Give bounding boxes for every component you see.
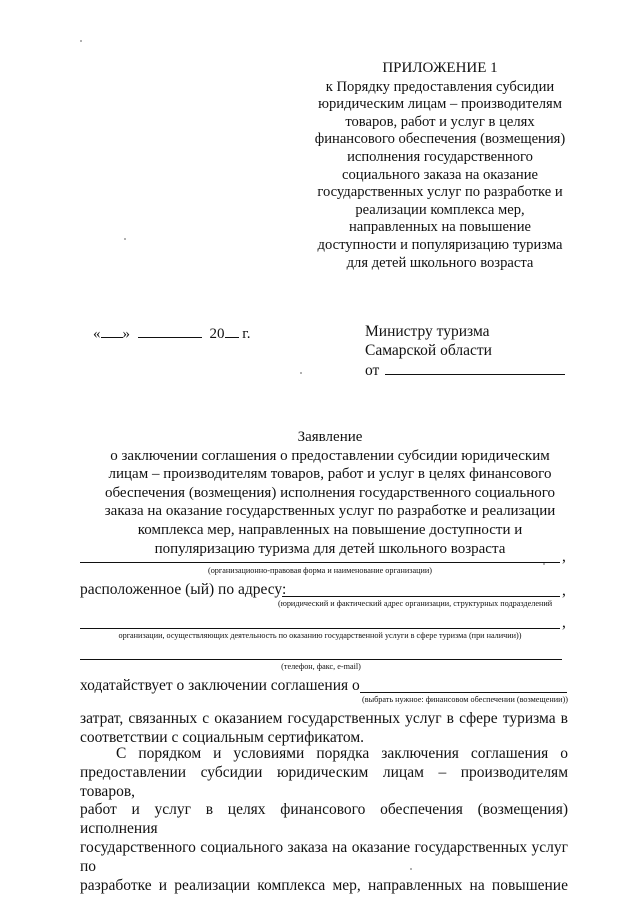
contacts-field[interactable] [80,647,562,660]
appendix-line: направленных на повышение [348,219,532,236]
org-name-field[interactable] [80,548,560,563]
statement-line: комплекса мер, направленных на повышение доступности и [137,521,523,538]
scan-speck [124,238,126,240]
org-name-caption: (организационно-правовая форма и наименование организации) [207,566,432,575]
scan-speck [543,563,545,565]
address-caption: (юридический и фактический адрес организации, структурных подразделений [278,599,553,608]
statement-line: заказа на оказание государственных услуг по разработке и реализации [104,503,556,520]
paragraph-line: разработке и реализации комплекса мер, направленных на повышение [80,876,568,894]
address-label: расположенное (ый) по адресу: [80,581,287,598]
addressee-block [365,322,565,380]
date-open-quote: « [93,326,101,342]
appendix-line: к Порядку предоставления субсидии [325,78,555,95]
appendix-line: реализации комплекса мер, [355,201,525,218]
comma: , [562,548,566,565]
scan-speck [80,40,82,42]
appendix-line: исполнения государственного [347,148,533,165]
date-line [93,323,250,343]
statement-line: популяризацию туризма для детей школьного возраста [154,540,506,557]
address-field[interactable] [282,582,560,597]
addressee-line: Министру туризма [365,323,490,340]
month-field[interactable] [138,323,202,338]
contacts-caption: (телефон, факс, e-mail) [281,662,361,671]
statement-line: обеспечения (возмещения) исполнения государственного социального [104,484,555,501]
paragraph-line: предоставлении субсидии юридическим лицам – производителям товаров, [80,763,568,800]
statement-line: лицам – производителям товаров, работ и услуг в целях финансового [108,466,552,483]
appendix-line: юридическим лицам – производителям [318,96,562,113]
appendix-block [300,60,580,272]
appendix-line: государственных услуг по разработке и [317,184,563,201]
statement-heading [85,428,575,558]
appendix-line: товаров, работ и услуг в целях [345,113,535,130]
addressee-from [365,360,565,380]
petition-caption: (выбрать нужное: финансовом обеспечении (возмещении)) [362,695,568,704]
petition-field[interactable] [360,678,567,693]
paragraph-terms [80,745,568,895]
date-close-quote: » [122,326,130,342]
subdivision-field[interactable] [80,614,560,629]
paragraph-line: С порядком и условиями порядка заключения соглашения о [116,745,568,762]
appendix-line: для детей школьного возраста [346,254,534,271]
statement-line: о заключении соглашения о предоставлении субсидии юридическим [110,447,550,464]
appendix-title: ПРИЛОЖЕНИЕ 1 [382,60,498,76]
statement-title: Заявление [297,429,363,445]
from-field[interactable] [385,360,565,375]
year-prefix: 20 [209,326,225,342]
subdivision-caption: организации, осуществляющих деятельность по оказанию государственной услуги в сфере туризма (при наличии)) [118,631,522,640]
petition-label: ходатайствует о заключении соглашения о [80,677,360,694]
year-suffix: г. [242,326,251,342]
appendix-line: доступности и популяризацию туризма [317,236,563,253]
year-field[interactable] [225,323,239,338]
from-label: от [365,362,380,379]
appendix-line: финансового обеспечения (возмещения) [314,131,566,148]
paragraph-expenses: затрат, связанных с оказанием государственных услуг в сфере туризма в соответствии с социальным сертификатом. [80,710,568,746]
paragraph-line: работ и услуг в целях финансового обеспечения (возмещения) исполнения [80,801,568,838]
comma: , [562,582,566,599]
addressee-line: Самарской области [365,342,492,359]
appendix-line: социального заказа на оказание [341,166,538,183]
comma: , [562,614,566,631]
day-field[interactable] [101,323,123,338]
scan-speck [300,372,302,374]
paragraph-line: государственного социального заказа на оказание государственных услуг по [80,838,568,875]
